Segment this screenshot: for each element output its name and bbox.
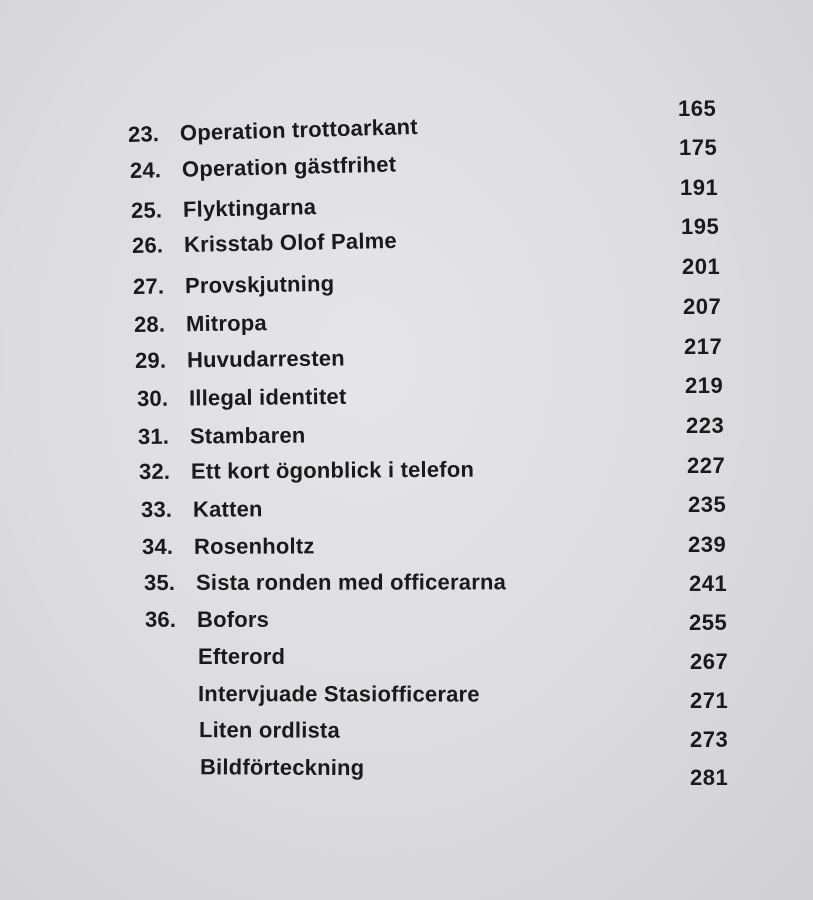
chapter-number: 34. [141,533,174,559]
chapter-number: 27. [132,273,165,299]
chapter-title: Provskjutning [184,270,335,299]
chapter-title: Mitropa [185,310,267,337]
chapter-number: 28. [133,311,166,337]
page-number: 267 [690,649,729,674]
chapter-title: Sista ronden med officerarna [195,569,507,595]
chapter-number: 24. [129,157,162,183]
page-number: 207 [683,294,722,319]
chapter-title: Krisstab Olof Palme [183,227,398,257]
chapter-number: 30. [136,385,169,411]
chapter-number: 31. [137,423,170,449]
page-number: 227 [687,453,726,478]
chapter-number: 35. [143,569,176,595]
chapter-title: Flyktingarna [182,194,317,222]
chapter-title: Bofors [197,607,270,632]
chapter-title: Huvudarresten [186,345,346,373]
page-number: 235 [688,492,727,517]
chapter-title: Intervjuade Stasiofficerare [197,681,480,707]
page-number: 165 [678,96,717,121]
page-number: 241 [689,571,728,596]
chapter-title: Katten [192,496,263,522]
chapter-title: Bildförteckning [199,754,365,781]
chapter-number: 23. [127,121,160,147]
page-number: 271 [690,688,729,713]
page-number: 273 [690,727,729,752]
page-number: 219 [685,373,724,398]
chapter-title: Operation trottoarkant [179,113,419,146]
chapter-title: Operation gästfrihet [181,151,397,182]
page-number: 255 [689,610,728,635]
page-number: 217 [684,334,723,359]
page-number: 201 [682,254,721,279]
chapter-title: Stambaren [189,422,306,449]
page-number: 223 [686,413,725,438]
chapter-title: Ett kort ögonblick i telefon [190,456,475,484]
chapter-title: Efterord [198,644,286,669]
page-number: 281 [690,765,729,790]
chapter-number: 36. [145,607,177,632]
page-number: 191 [680,175,719,200]
chapter-number: 33. [140,496,173,522]
page-number: 195 [681,214,720,239]
chapter-title: Illegal identitet [188,383,347,411]
chapter-title: Rosenholtz [193,533,315,559]
chapter-title: Liten ordlista [198,717,340,743]
chapter-number: 25. [130,197,163,223]
page-number: 175 [679,135,718,160]
chapter-number: 26. [131,232,164,258]
chapter-number: 29. [134,347,167,373]
page-number: 239 [688,532,727,557]
chapter-number: 32. [138,458,171,484]
